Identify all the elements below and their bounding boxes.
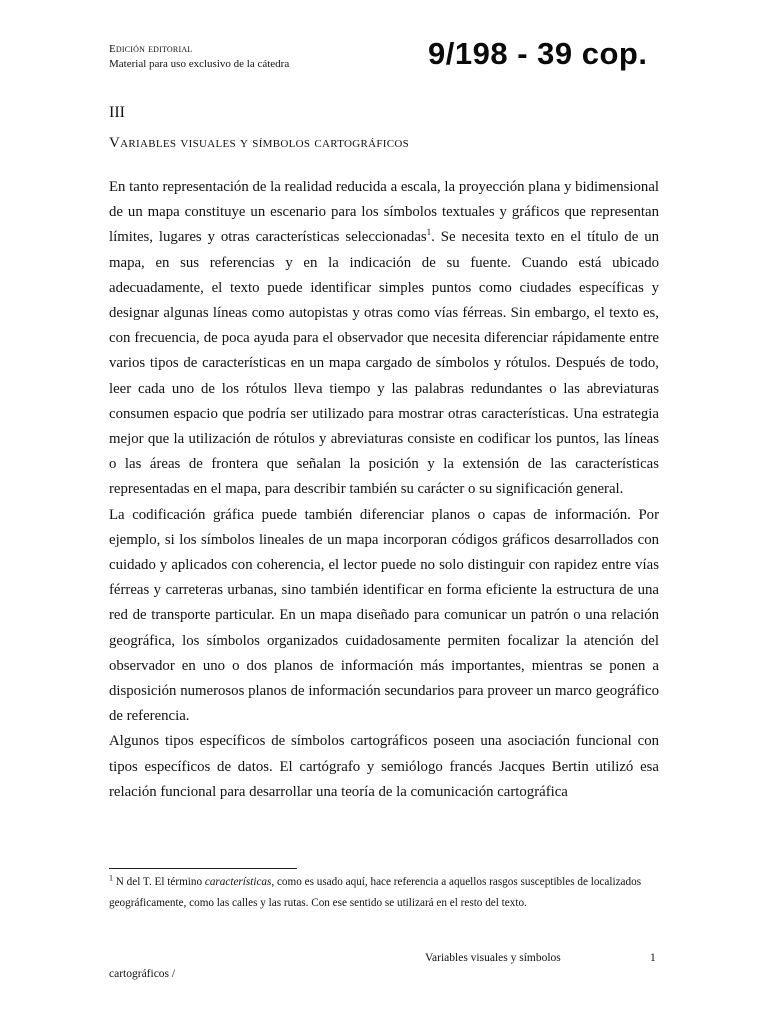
footnote-divider (109, 868, 297, 869)
chapter-number: III (109, 104, 125, 121)
chapter-title: Variables visuales y símbolos cartográficos (109, 135, 410, 151)
restriction-note: Material para uso exclusivo de la cátedra (109, 58, 290, 70)
paragraph (109, 175, 659, 503)
footer-running-title: Variables visuales y símbolos (425, 952, 561, 964)
paragraph: Algunos tipos específicos de símbolos cartográficos poseen una asociación funcional con tipos específicos de datos. El cartógrafo y semiólogo francés Jacques Bertin utilizó esa relación funcional para desarrollar una teoría de la comunicación cartográfica (109, 733, 659, 800)
footnote-term: características (204, 876, 272, 888)
paragraph: La codificación gráfica puede también diferenciar planos o capas de información. Por ejemplo, si los símbolos lineales de un mapa incorporan códigos gráficos desarrollados con cuidado y aplicados con coherencia, el lector puede no solo distinguir con rapidez entre vías férreas y carreteras urbanas, sino también identificar en forma eficiente la estructura de una red de transporte particular. En un mapa diseñado para comunicar un patrón o una relación geográfica, los símbolos organizados cuidadosamente permiten focalizar la atención del observador en uno o dos planos de información más importantes, mientras se ponen a disposición numerosos planos de información secundarios para proveer un marco geográfico de referencia. (109, 506, 659, 725)
footnote-number: 1 (109, 873, 113, 883)
paragraph-text: . Se necesita texto en el título de un mapa, en sus referencias y en la indicación de su fuente. Cuando está ubicado adecuadamente, el texto puede identificar simples puntos como ciudades específicas y designar algunas líneas como autopistas y otras como vías férreas. Sin embargo, el texto es, con frecuencia, de poca ayuda para el observador que necesita diferenciar rápidamente entre varios tipos de características en un mapa cargado de símbolos y rótulos. Después de todo, leer cada uno de los rótulos lleva tiempo y las palabras redundantes o las abreviaturas consumen espacio que podría ser utilizado para mostrar otras características. Una estrategia mejor que la utilización de rótulos y abreviaturas consiste en codificar los puntos, las líneas o las áreas de frontera que señalan la posición y la extensión de las características representadas en el mapa, para describir también su carácter o su significación general. (109, 229, 659, 498)
copies-stamp: 9/198 - 39 cop. (428, 36, 648, 71)
footnote-reference[interactable]: 1 (426, 227, 432, 238)
footnote-text: , como es usado aquí, hace referencia a aquellos rasgos susceptibles de localizados geográficamente, como las calles y las rutas. Con ese sentido se utilizará en el resto del texto. (109, 876, 642, 909)
edition-label: Edición editorial (109, 43, 193, 55)
page-header (109, 42, 289, 72)
footnote (109, 872, 659, 914)
paragraph-text: En tanto representación de la realidad reducida a escala, la proyección plana y bidimensional de un mapa constituye un escenario para los símbolos textuales y gráficos que representan límites, lugares y otras características seleccionadas (109, 179, 659, 246)
page-number: 1 (650, 952, 656, 964)
footer-running-title-cont: cartográficos / (109, 968, 176, 980)
body-text (109, 175, 659, 805)
footnote-lead: N del T. El término (113, 876, 205, 888)
